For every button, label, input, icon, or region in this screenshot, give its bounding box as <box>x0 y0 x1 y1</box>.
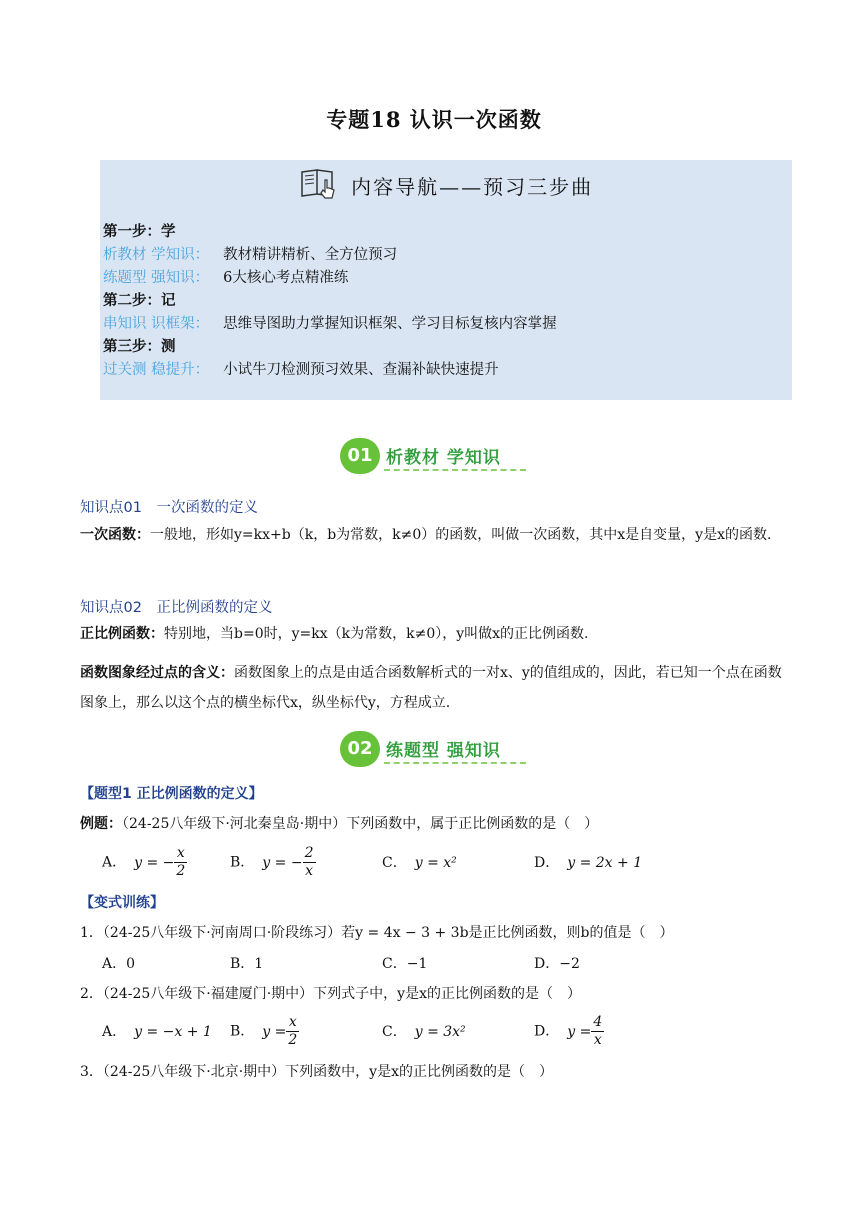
question-2: 2．（24-25八年级下·福建厦门·期中）下列式子中，y是x的正比例函数的是（ ） <box>80 986 581 1002</box>
example-text: （24-25八年级下·河北秦皇岛·期中）下列函数中，属于正比例函数的是（ ） <box>122 816 599 832</box>
knowledge-point-2: 知识点02 正比例函数的定义 <box>80 600 273 616</box>
definition-graph-point <box>80 658 792 718</box>
section-badge-1 <box>340 438 530 474</box>
section-underline <box>384 762 526 764</box>
q2-option-b <box>230 1014 299 1049</box>
definition-text: 特别地，当b=0时，y=kx（k为常数，k≠0），y叫做x的正比例函数. <box>164 626 589 642</box>
denominator: x <box>593 1032 602 1048</box>
q2-option-c <box>382 1021 466 1041</box>
option-letter: C． <box>382 1024 407 1040</box>
option-expr: y = − <box>262 854 303 871</box>
numerator: x <box>286 1014 299 1032</box>
q2-option-a <box>102 1021 212 1041</box>
example-option-a <box>102 845 187 880</box>
nav-line-1 <box>103 243 397 264</box>
section-label: 析教材 学知识 <box>386 448 501 468</box>
nav-text-1: 教材精讲精析、全方位预习 <box>223 247 398 263</box>
option-expr: y = <box>567 1023 592 1040</box>
nav-highlight-3: 串知识 识框架： <box>103 316 210 332</box>
example-option-d <box>534 852 642 872</box>
definition-text: 一般地，形如y=kx+b（k，b为常数，k≠0）的函数，叫做一次函数，其中x是自变量，y是x的函数. <box>150 527 772 543</box>
definition-proportional-function <box>80 619 792 649</box>
section-underline <box>384 469 526 471</box>
definition-term: 一次函数： <box>80 527 150 543</box>
nav-text-4: 小试牛刀检测预习效果、查漏补缺快速提升 <box>223 362 499 378</box>
definition-text: 函数图象上的点是由适合函数解析式的一对x、y的值组成的，因此，若已知一个点在函数图象上，那么以这个点的横坐标代x，纵坐标代y，方程成立. <box>80 665 782 711</box>
nav-line-4 <box>103 358 499 379</box>
q1-option-d: D．−2 <box>534 956 580 972</box>
option-letter: D． <box>534 855 560 871</box>
step-1: 第一步：学 <box>103 223 176 240</box>
definition-linear-function <box>80 520 792 550</box>
denominator: x <box>305 863 313 879</box>
option-letter: B． <box>230 854 255 871</box>
question-1: 1．（24-25八年级下·河南周口·阶段练习）若y = 4x − 3 + 3b是正比例函数，则b的值是（ ） <box>80 925 674 941</box>
fraction <box>303 845 316 880</box>
denominator: 2 <box>176 863 186 879</box>
q1-option-b: B．1 <box>230 956 264 972</box>
question-type-heading: 【题型1 正比例函数的定义】 <box>80 786 263 802</box>
section-label: 练题型 强知识 <box>386 741 501 761</box>
q1-option-a: A．0 <box>102 956 136 972</box>
denominator: 2 <box>288 1032 298 1048</box>
option-expr: y = 2x + 1 <box>567 855 643 871</box>
definition-term: 正比例函数： <box>80 626 164 642</box>
nav-highlight-2: 练题型 强知识： <box>103 270 210 286</box>
section-badge-2 <box>340 731 530 767</box>
section-number: 02 <box>340 731 380 767</box>
example-option-c <box>382 852 457 872</box>
option-expr: y = <box>262 1023 287 1040</box>
nav-highlight-4: 过关测 稳提升： <box>103 362 210 378</box>
nav-line-2 <box>103 266 348 287</box>
fraction <box>286 1014 299 1049</box>
fraction <box>174 845 187 880</box>
nav-line-3 <box>103 312 557 333</box>
numerator: 2 <box>304 845 314 861</box>
option-letter: D． <box>534 1023 560 1040</box>
step-2: 第二步：记 <box>103 292 176 309</box>
content-navigation-box <box>100 160 792 400</box>
book-pointer-icon <box>299 166 339 205</box>
nav-text-3: 思维导图助力掌握知识框架、学习目标复核内容掌握 <box>223 316 557 332</box>
option-expr: y = 3x² <box>414 1024 466 1040</box>
q1-option-c: C．−1 <box>382 956 428 972</box>
nav-highlight-1: 析教材 学知识： <box>103 247 210 263</box>
question-3: 3．（24-25八年级下·北京·期中）下列函数中，y是x的正比例函数的是（ ） <box>80 1064 553 1080</box>
step-3: 第三步：测 <box>103 338 176 355</box>
definition-term: 函数图象经过点的含义： <box>80 665 234 681</box>
example-option-b <box>230 845 316 880</box>
knowledge-point-1: 知识点01 一次函数的定义 <box>80 500 258 516</box>
option-expr: y = −x + 1 <box>134 1024 212 1040</box>
q2-option-d <box>534 1014 604 1049</box>
option-letter: A． <box>102 854 127 871</box>
section-number: 01 <box>340 438 380 474</box>
page-title: 专题18 认识一次函数 <box>326 107 542 132</box>
option-letter: C． <box>382 855 407 871</box>
example-question <box>80 813 598 833</box>
numerator: 4 <box>593 1014 603 1030</box>
variant-training-heading: 【变式训练】 <box>80 895 164 911</box>
option-expr: y = x² <box>414 855 457 871</box>
nav-text-2: 6大核心考点精准练 <box>223 270 349 286</box>
option-letter: A． <box>102 1024 127 1040</box>
example-label: 例题： <box>80 816 122 832</box>
nav-header-text: 内容导航——预习三步曲 <box>351 175 594 199</box>
numerator: x <box>174 845 187 863</box>
option-expr: y = − <box>134 854 175 871</box>
option-letter: B． <box>230 1023 255 1040</box>
nav-header <box>100 166 792 205</box>
fraction <box>591 1014 604 1049</box>
